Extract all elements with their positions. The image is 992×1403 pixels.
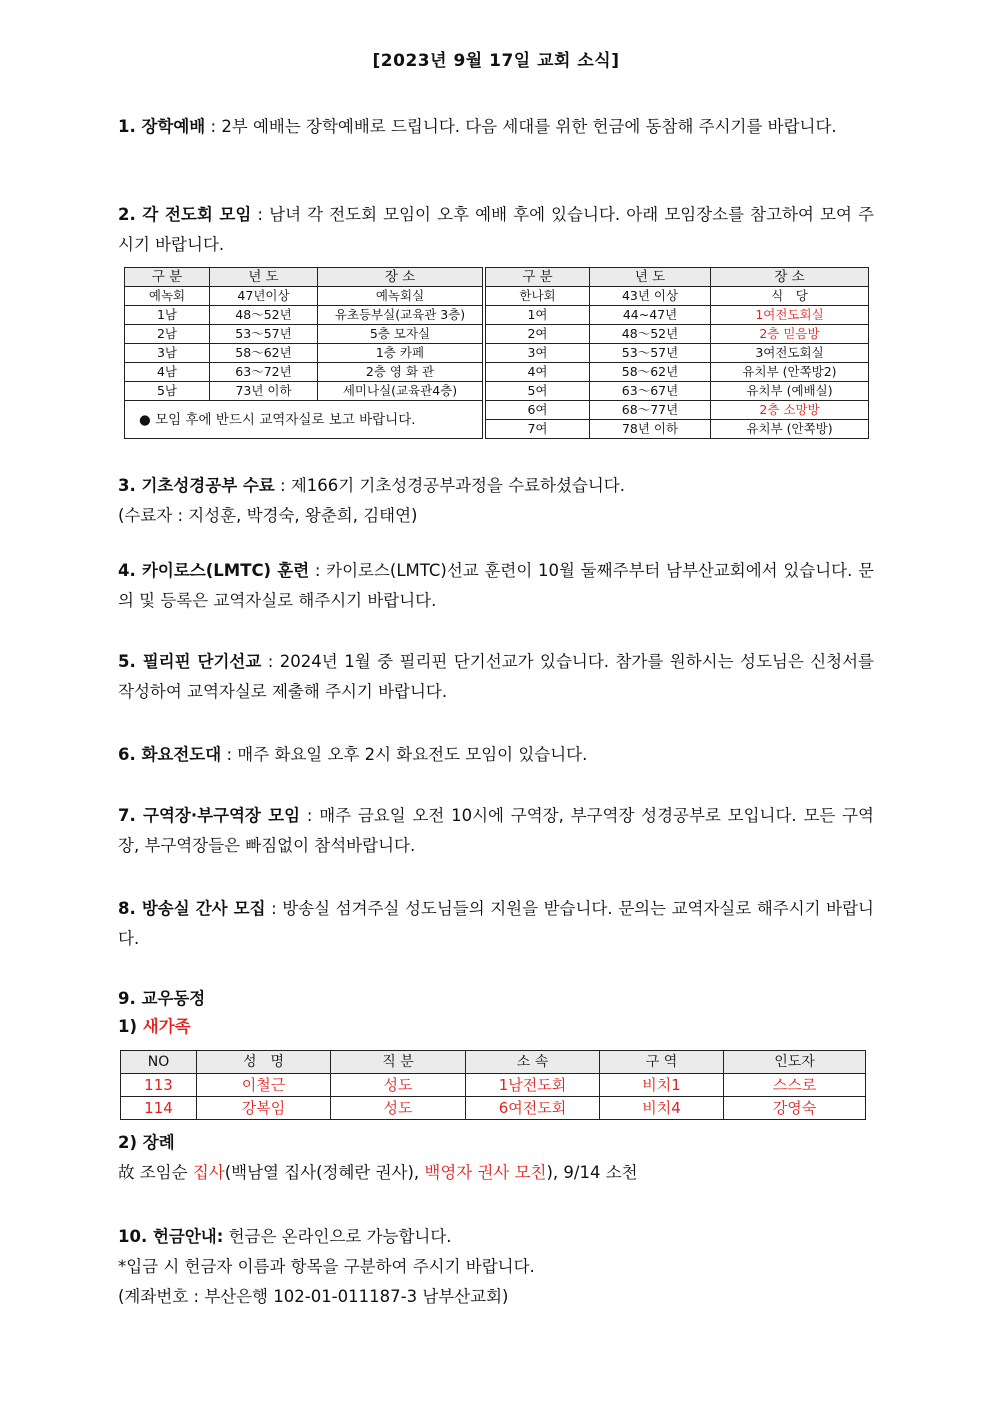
section-2: 2. 각 전도회 모임 : 남녀 각 전도회 모임이 오후 예배 후에 있습니다. 아래 모임장소를 참고하여 모여 주시기 바랍니다. — [118, 205, 874, 254]
table-header-row — [125, 268, 869, 287]
section-8-body: 방송실 섬겨주실 성도님들의 지원을 받습니다. 문의는 교역자실로 해주시기 바랍니다. — [118, 899, 874, 948]
col-header: 년 도 — [210, 268, 318, 287]
meeting-note: ● 모임 후에 반드시 교역자실로 보고 바랍니다. — [125, 401, 483, 439]
section-4-heading: 4. 카이로스(LMTC) 훈련 — [118, 561, 310, 580]
table-header-row: NO 성 명 직 분 소 속 구 역 인도자 — [121, 1051, 866, 1074]
section-10-body: 헌금은 온라인으로 가능합니다. — [223, 1227, 452, 1246]
table-row: 113 이철근 성도 1남전도회 비치1 스스로 — [121, 1074, 866, 1097]
col-header: 장 소 — [711, 268, 869, 287]
section-8-heading: 8. 방송실 간사 모집 — [118, 899, 266, 918]
table-row: 3남 58～62년 1층 카페 3여 53～57년 3여전도회실 — [125, 344, 869, 363]
section-7: 7. 구역장·부구역장 모임 : 매주 금요일 오전 10시에 구역장, 부구역장 성경공부로 모입니다. 모든 구역장, 부구역장들은 빠짐없이 참석바랍니다. — [118, 806, 874, 855]
section-6-heading: 6. 화요전도대 — [118, 745, 222, 764]
section-4: 4. 카이로스(LMTC) 훈련 : 카이로스(LMTC)선교 훈련이 10월 둘째주부터 남부산교회에서 있습니다. 문의 및 등록은 교역자실로 해주시기 바랍니다. — [118, 561, 874, 610]
section-9-heading: 9. 교우동정 — [118, 989, 206, 1008]
new-family-table — [120, 1050, 866, 1120]
meeting-place-table — [124, 267, 869, 439]
col-header: 구 분 — [486, 268, 590, 287]
new-family-heading: 1) 새가족 — [118, 1017, 191, 1036]
table-row: 1남 48～52년 유초등부실(교육관 3층) 1여 44~47년 1여전도회실 — [125, 306, 869, 325]
funeral-heading: 2) 장례 — [118, 1133, 175, 1152]
section-3-body: 제166기 기초성경공부과정을 수료하셨습니다. — [290, 476, 625, 495]
table-row: 4남 63～72년 2층 영 화 관 4여 58～62년 유치부 (안쪽방2) — [125, 363, 869, 382]
section-5-heading: 5. 필리핀 단기선교 — [118, 652, 262, 671]
table-row: 5남 73년 이하 세미나실(교육관4층) 5여 63～67년 유치부 (예배실) — [125, 382, 869, 401]
offering-instruction: *입금 시 헌금자 이름과 항목을 구분하여 주시기 바랍니다. — [118, 1257, 535, 1276]
col-header: 년 도 — [590, 268, 711, 287]
section-1-body: 2부 예배는 장학예배로 드립니다. 다음 세대를 위한 헌금에 동참해 주시기를 바랍니다. — [221, 117, 837, 136]
section-3: 3. 기초성경공부 수료 : 제166기 기초성경공부과정을 수료하셨습니다. (수료자 : 지성훈, 박경숙, 왕춘희, 김태연) — [118, 476, 625, 525]
section-10 — [118, 1222, 874, 1312]
section-5: 5. 필리핀 단기선교 : 2024년 1월 중 필리핀 단기선교가 있습니다. 참가를 원하시는 성도님은 신청서를 작성하여 교역자실로 제출해 주시기 바랍니다. — [118, 652, 874, 701]
table-row: 2남 53～57년 5층 모자실 2여 48～52년 2층 믿음방 — [125, 325, 869, 344]
section-7-heading: 7. 구역장·부구역장 모임 — [118, 806, 301, 825]
section-6-body: 매주 화요일 오후 2시 화요전도 모임이 있습니다. — [237, 745, 588, 764]
section-3-heading: 3. 기초성경공부 수료 — [118, 476, 275, 495]
section-8: 8. 방송실 간사 모집 : 방송실 섬겨주실 성도님들의 지원을 받습니다. 문의는 교역자실로 해주시기 바랍니다. — [118, 899, 874, 948]
col-header: 장 소 — [318, 268, 483, 287]
section-7-body: 매주 금요일 오전 10시에 구역장, 부구역장 성경공부로 모입니다. 모든 구역장, 부구역장들은 빠짐없이 참석바랍니다. — [118, 806, 874, 855]
funeral-notice: 故 조임순 집사(백남열 집사(정혜란 권사), 백영자 권사 모친), 9/14 소천 — [118, 1163, 638, 1182]
section-6: 6. 화요전도대 : 매주 화요일 오후 2시 화요전도 모임이 있습니다. — [118, 745, 588, 764]
table-row: 예녹회 47년이상 예녹회실 한나회 43년 이상 식 당 — [125, 287, 869, 306]
table-row: 114 강복임 성도 6여전도회 비치4 강영숙 — [121, 1097, 866, 1120]
section-10-heading: 10. 헌금안내: — [118, 1227, 224, 1246]
graduates-list: (수료자 : 지성훈, 박경숙, 왕춘희, 김태연) — [118, 506, 418, 525]
page-title: [2023년 9월 17일 교회 소식] — [372, 51, 620, 71]
section-2-body: 남녀 각 전도회 모임이 오후 예배 후에 있습니다. 아래 모임장소를 참고하여 모여 주시기 바랍니다. — [118, 205, 874, 254]
section-4-body: 카이로스(LMTC)선교 훈련이 10월 둘째주부터 남부산교회에서 있습니다. 문의 및 등록은 교역자실로 해주시기 바랍니다. — [118, 561, 874, 610]
section-2-heading: 2. 각 전도회 모임 — [118, 205, 252, 224]
section-5-body: 2024년 1월 중 필리핀 단기선교가 있습니다. 참가를 원하시는 성도님은 신청서를 작성하여 교역자실로 제출해 주시기 바랍니다. — [118, 652, 874, 701]
section-1-heading: 1. 장학예배 — [118, 117, 206, 136]
col-header: 구 분 — [125, 268, 210, 287]
account-number: (계좌번호 : 부산은행 102-01-011187-3 남부산교회) — [118, 1287, 509, 1306]
table-row: 7여 78년 이하 유치부 (안쪽방) — [125, 420, 869, 439]
table-row: ● 모임 후에 반드시 교역자실로 보고 바랍니다. 6여 68～77년 2층 소망방 — [125, 401, 869, 420]
section-1: 1. 장학예배 : 2부 예배는 장학예배로 드립니다. 다음 세대를 위한 헌금에 동참해 주시기를 바랍니다. — [118, 117, 837, 136]
